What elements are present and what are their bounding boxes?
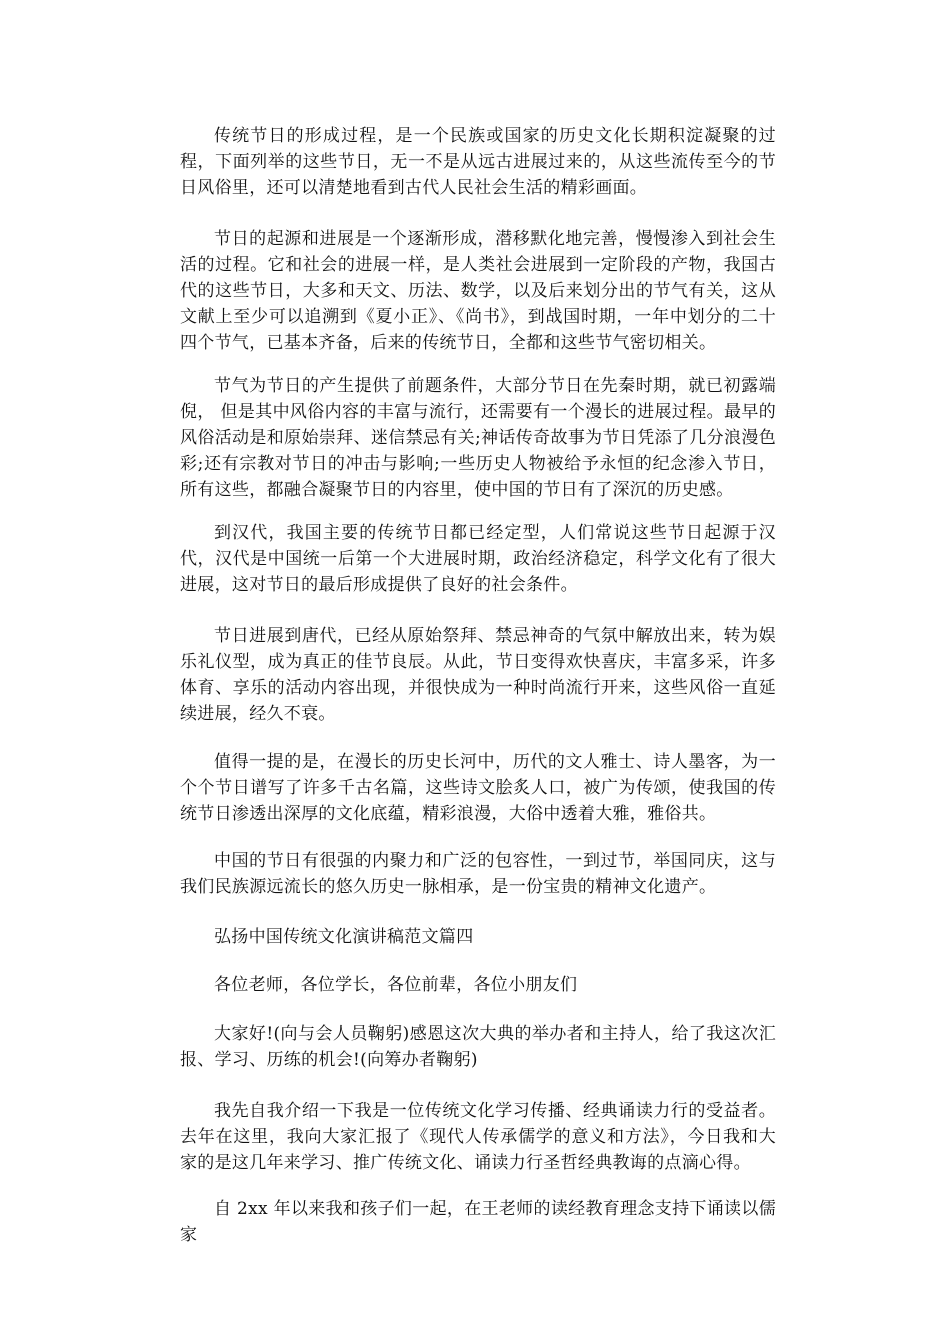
speech-greeting: 各位老师，各位学长，各位前辈，各位小朋友们 [214, 975, 578, 995]
paragraph-formation-process: 传统节日的形成过程，是一个民族或国家的历史文化长期积淀凝聚的过程，下面列举的这些节日，无一不是从远古进展过来的，从这些流传至今的节日风俗里，还可以清楚地看到古代人民社会生活的精彩画面。 [180, 126, 776, 198]
paragraph-thanks: 大家好!(向与会人员鞠躬)感恩这次大典的举办者和主持人，给了我这次汇报、学习、历练的机会!(向筹办者鞠躬) [180, 1024, 776, 1070]
paragraph-han-dynasty: 到汉代，我国主要的传统节日都已经定型，人们常说这些节日起源于汉代，汉代是中国统一后第一个大进展时期，政治经济稳定，科学文化有了很大进展，这对节日的最后形成提供了良好的社会条件。 [180, 523, 776, 595]
paragraph-cohesion: 中国的节日有很强的内聚力和广泛的包容性，一到过节，举国同庆，这与我们民族源远流长的悠久历史一脉相承，是一份宝贵的精神文化遗产。 [180, 851, 776, 897]
paragraph-solar-terms: 节气为节日的产生提供了前题条件，大部分节日在先秦时期，就已初露端倪， 但是其中风俗内容的丰富与流行，还需要有一个漫长的进展过程。最早的风俗活动是和原始崇拜、迷信禁忌有关;神话传奇故事为节日凭添了几分浪漫色彩;还有宗教对节日的冲击与影响;一些历史人物被给予永恒的纪念渗入节日，所有这些，都融合凝聚节日的内容里，使中国的节日有了深沉的历史感。 [180, 376, 776, 500]
section-heading: 弘扬中国传统文化演讲稿范文篇四 [214, 927, 474, 947]
paragraph-origin-development: 节日的起源和进展是一个逐渐形成，潜移默化地完善，慢慢渗入到社会生活的过程。它和社会的进展一样，是人类社会进展到一定阶段的产物，我国古代的这些节日，大多和天文、历法、数学，以及后来划分出的节气有关，这从文献上至少可以追溯到《夏小正》、《尚书》，到战国时期，一年中划分的二十四个节气，已基本齐备，后来的传统节日，全都和这些节气密切相关。 [180, 229, 776, 353]
paragraph-since-year: 自 2xx 年以来我和孩子们一起，在王老师的读经教育理念支持下诵读以儒家 [180, 1199, 776, 1245]
paragraph-literati: 值得一提的是，在漫长的历史长河中，历代的文人雅士、诗人墨客，为一个个节日谱写了许多千古名篇，这些诗文脍炙人口，被广为传颂，使我国的传统节日渗透出深厚的文化底蕴，精彩浪漫，大俗中透着大雅，雅俗共。 [180, 752, 776, 824]
paragraph-self-intro: 我先自我介绍一下我是一位传统文化学习传播、经典诵读力行的受益者。去年在这里，我向大家汇报了《现代人传承儒学的意义和方法》，今日我和大家的是这几年来学习、推广传统文化、诵读力行圣哲经典教诲的点滴心得。 [180, 1101, 776, 1173]
paragraph-tang-dynasty: 节日进展到唐代，已经从原始祭拜、禁忌神奇的气氛中解放出来，转为娱乐礼仪型，成为真正的佳节良辰。从此，节日变得欢快喜庆，丰富多采，许多体育、享乐的活动内容出现，并很快成为一种时尚流行开来，这些风俗一直延续进展，经久不衰。 [180, 626, 776, 724]
